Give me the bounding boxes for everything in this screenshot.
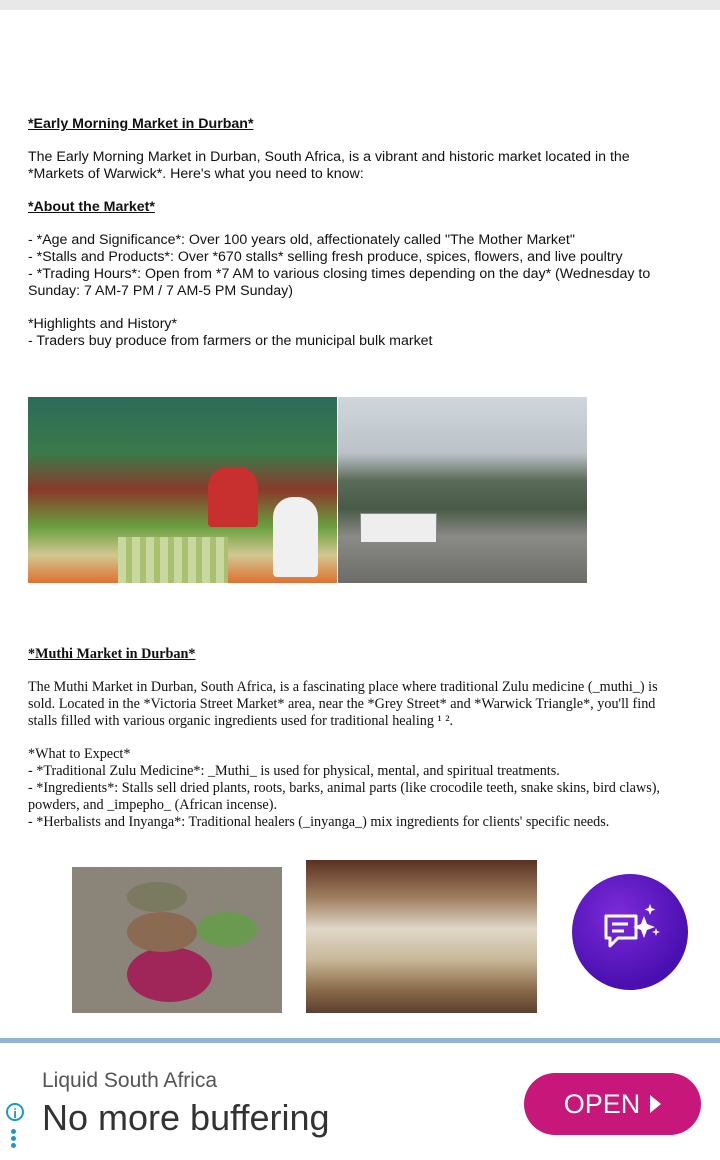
ad-open-button[interactable]	[524, 1073, 701, 1135]
open-label: OPEN	[563, 1088, 641, 1119]
about-heading: *About the Market*	[28, 199, 155, 215]
play-arrow-icon	[650, 1095, 661, 1113]
expect-heading: *What to Expect*	[28, 746, 131, 762]
list-item: - *Stalls and Products*: Over *670 stalls* selling fresh produce, spices, flowers, and live poultry	[28, 249, 623, 265]
herbs-on-ground-photo	[72, 867, 282, 1013]
top-bar	[0, 0, 720, 10]
ad-banner[interactable]	[0, 1038, 720, 1160]
market-aerial-photo	[338, 397, 587, 583]
intro-paragraph: The Early Morning Market in Durban, South Africa, is a vibrant and historic market located in the *Markets of Warwick*. Here's what you need to know:	[28, 149, 630, 182]
market-stall-photo	[28, 397, 337, 583]
list-item: - *Herbalists and Inyanga*: Traditional healers (_inyanga_) mix ingredients for clients' specific needs.	[28, 814, 610, 830]
ad-advertiser: Liquid South Africa	[42, 1069, 218, 1092]
list-item: - *Ingredients*: Stalls sell dried plants, roots, barks, animal parts (like crocodile teeth, snake skins, bird claws), powders, and _impepho_ (African incense).	[28, 780, 660, 813]
info-icon[interactable]: i	[6, 1103, 24, 1121]
list-item: - *Age and Significance*: Over 100 years old, affectionately called "The Mother Market"	[28, 232, 575, 248]
list-item: - Traders buy produce from farmers or the municipal bulk market	[28, 333, 433, 349]
highlights-heading: *Highlights and History*	[28, 316, 178, 332]
section-title: *Early Morning Market in Durban*	[28, 116, 254, 132]
muthi-stall-photo	[306, 860, 537, 1013]
list-item: - *Trading Hours*: Open from *7 AM to various closing times depending on the day* (Wednesday to Sunday: 7 AM-7 PM / 7 AM-5 PM Sunday)	[28, 266, 651, 299]
muthi-market-section	[28, 646, 688, 847]
ai-chat-button[interactable]	[572, 874, 688, 990]
ad-headline: No more buffering	[42, 1097, 330, 1138]
section-title: *Muthi Market in Durban*	[28, 646, 196, 662]
sparkle-chat-icon	[598, 902, 662, 962]
intro-paragraph: The Muthi Market in Durban, South Africa, is a fascinating place where traditional Zulu medicine (_muthi_) is sold. Located in the *Victoria Street Market* area, near the *Grey Street* and *Warwick Triangle*, you'll find stalls filled with various organic ingredients used for traditional healing ¹ ².	[28, 679, 658, 729]
early-morning-market-section	[28, 116, 688, 366]
list-item: - *Traditional Zulu Medicine*: _Muthi_ is used for physical, mental, and spiritual treatments.	[28, 763, 560, 779]
more-options-icon[interactable]	[11, 1129, 17, 1150]
